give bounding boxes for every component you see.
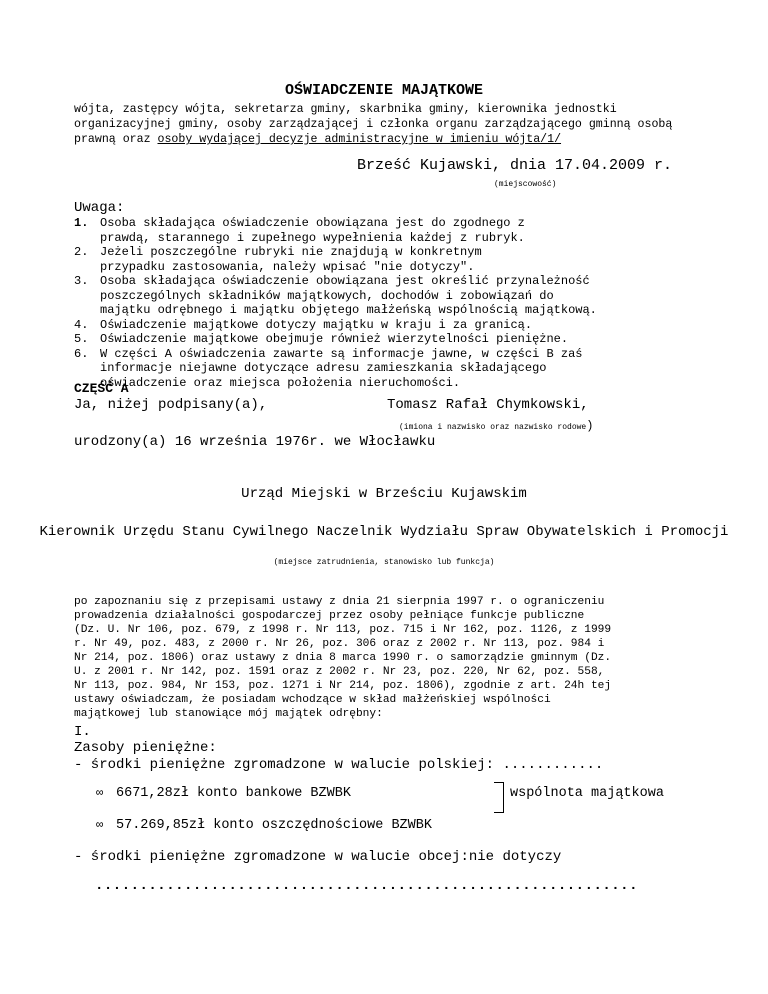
notes-list (74, 216, 597, 390)
section-number: I. (74, 724, 91, 740)
legal-basis-paragraph: po zapoznaniu się z przepisami ustawy z dnia 21 sierpnia 1997 r. o ograniczeniu prowadzenia działalności gospodarczej przez osoby pełniące funkcje publiczne (Dz. U. Nr 106, poz. 679, z 1998 r. Nr 113, poz. 715 i Nr 162, poz. 1126, z 1999 r. Nr 49, poz. 483, z 2000 r. Nr 26, poz. 306 oraz z 2002 r. Nr 113, poz. 984 i Nr 214, poz. 1806) oraz ustawy z dnia 8 marca 1990 r. o samorządzie gminnym (Dz. U. z 2001 r. Nr 142, poz. 1591 oraz z 2002 r. Nr 23, poz. 220, Nr 62, poz. 558, Nr 113, poz. 984, Nr 153, poz. 1271 i Nr 214, poz. 1806), zgodnie z art. 24h tej ustawy oświadczam, że posiadam wchodzące w skład małżeńskiej wspólności majątkowej lub stanowiące mój majątek odrębny: (74, 596, 612, 720)
funds-item (96, 786, 351, 801)
section-title: Zasoby pieniężne: (74, 740, 217, 756)
workplace: Urząd Miejski w Brześciu Kujawskim (241, 486, 527, 502)
bracket-icon (494, 782, 504, 813)
roles-underlined-text: osoby wydającej decyzje administracyjne w imieniu wójta/1/ (157, 133, 562, 146)
job-position: Kierownik Urzędu Stanu Cywilnego Naczelnik Wydziału Spraw Obywatelskich i Promocji (39, 524, 729, 540)
roles-text: wójta, zastępcy wójta, sekretarza gminy, skarbnika gminy, kierownika jednostki organizacyjnej gminy, osoby zarządzającej i członka organu zarządzającego gminną osobą prawną oraz (74, 103, 673, 146)
foreign-funds-line: - środki pieniężne zgromadzone w walucie obcej:nie dotyczy (74, 849, 562, 865)
funds-item-text: 6671,28zł konto bankowe BZWBK (116, 786, 351, 801)
note-item (74, 332, 597, 347)
note-text: Oświadczenie majątkowe obejmuje również wierzytelności pieniężne. (100, 332, 569, 346)
joint-property-label: wspólnota majątkowa (510, 786, 664, 801)
note-item (74, 216, 597, 245)
note-number: 4. (74, 317, 89, 332)
name-hint-text: (imiona i nazwisko oraz nazwisko rodowe (399, 423, 587, 432)
note-number: 3. (74, 274, 89, 288)
declarant-name: Tomasz Rafał Chymkowski, (387, 397, 589, 413)
note-text: Osoba składająca oświadczenie obowiązana jest określić przynależność poszczególnych składników majątkowych, dochodów i zobowiązań do majątku odrębnego i majątku objętego małżeńską wspólnością majątkową. (100, 274, 597, 317)
infinity-bullet-icon: ∞ (96, 818, 104, 832)
note-item (74, 347, 597, 391)
name-hint-paren: ) (586, 419, 594, 433)
note-number: 2. (74, 245, 89, 259)
note-item (74, 245, 597, 274)
document-title: OŚWIADCZENIE MAJĄTKOWE (284, 82, 484, 99)
note-number: 6. (74, 346, 89, 361)
place-hint: (miejscowość) (494, 180, 557, 189)
funds-item (96, 818, 432, 833)
birth-info: urodzony(a) 16 września 1976r. we Włocławku (74, 434, 436, 450)
note-item (74, 274, 597, 318)
note-text: Jeżeli poszczególne rubryki nie znajdują w konkretnym przypadku zastosowania, należy wpisać "nie dotyczy". (100, 245, 482, 274)
infinity-bullet-icon: ∞ (96, 786, 104, 800)
pln-funds-line: - środki pieniężne zgromadzone w walucie polskiej: ............ (74, 757, 604, 773)
funds-item-text: 57.269,85zł konto oszczędnościowe BZWBK (116, 818, 432, 833)
part-a-heading: CZĘŚĆ A (74, 381, 129, 396)
declarant-roles (74, 102, 714, 147)
name-hint (399, 419, 593, 433)
note-number: 1. (74, 216, 89, 230)
dotted-fill-line: ............................................................. (95, 878, 638, 894)
note-number: 5. (74, 332, 89, 346)
note-text: Oświadczenie majątkowe dotyczy majątku w kraju i za granicą. (100, 317, 533, 332)
signed-label: Ja, niżej podpisany(a), (74, 397, 268, 413)
note-text: Osoba składająca oświadczenie obowiązana jest do zgodnego z prawdą, starannego i zupełnego wypełnienia każdej z rubryk. (100, 216, 525, 245)
notes-heading: Uwaga: (74, 200, 125, 216)
place-and-date: Brześć Kujawski, dnia 17.04.2009 r. (357, 157, 673, 174)
note-text: W części A oświadczenia zawarte są informacje jawne, w części B zaś informacje niejawne dotyczące adresu zamieszkania składającego oświadczenie oraz miejsca położenia nieruchomości. (100, 346, 583, 390)
note-item (74, 318, 597, 333)
position-hint: (miejsce zatrudnienia, stanowisko lub funkcja) (273, 558, 495, 567)
